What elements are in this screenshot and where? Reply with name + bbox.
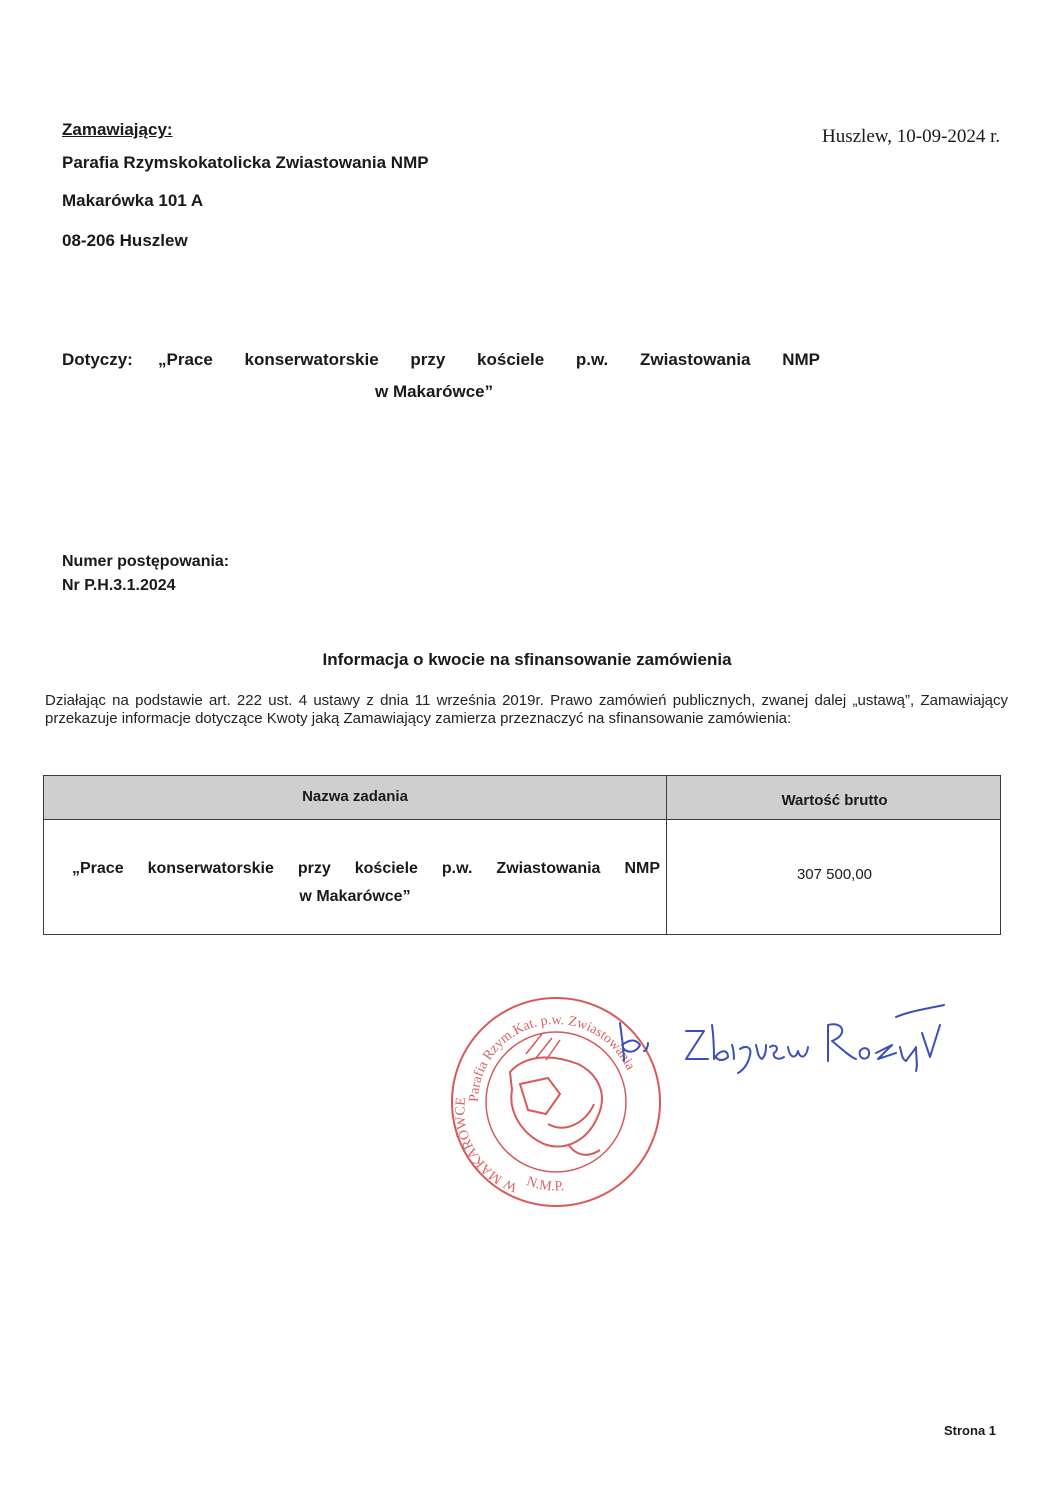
stamp-text-left: W MAKARÓWCE (453, 1096, 520, 1195)
orderer-name: Parafia Rzymskokatolicka Zwiastowania NMP (62, 153, 429, 172)
task-name-line1: „Prace konserwatorskie przy kościele p.w. Zwiastowania NMP (72, 860, 660, 877)
document-title-text: Informacja o kwocie na sfinansowanie zamówienia (322, 650, 732, 669)
case-number: Nr P.H.3.1.2024 (62, 577, 176, 594)
stamp-text-bottom: N.M.P. (524, 1174, 565, 1195)
stamp-text-top: Parafia Rzym.Kat. p.w. Zwiastowania (466, 1012, 638, 1103)
case-number-label: Numer postępowania: (62, 553, 230, 570)
orderer-label: Zamawiający: (62, 120, 173, 139)
column-header-task: Nazwa zadania (302, 788, 408, 805)
document-title (0, 650, 1058, 670)
column-header-value: Wartość brutto (781, 792, 888, 809)
regarding-subject-line1: „Prace konserwatorskie przy kościele p.w. Zwiastowania NMP (158, 350, 820, 369)
regarding-label: Dotyczy: (62, 350, 133, 369)
place-date: Huszlew, 10-09-2024 r. (822, 126, 1001, 147)
orderer-street: Makarówka 101 A (62, 191, 204, 210)
amount-table (43, 775, 1001, 935)
signature-handwritten (600, 995, 950, 1075)
regarding-subject-line2: w Makarówce” (375, 382, 494, 401)
intro-paragraph: Działając na podstawie art. 222 ust. 4 ustawy z dnia 11 września 2019r. Prawo zamówień publicznych, zwanej dalej „ustawą”, Zamawiający przekazuje informacje dotyczące Kwoty jaką Zamawiający zamierza przeznaczyć na sfinansowanie zamówienia: (45, 692, 1008, 727)
page-number: Strona 1 (944, 1423, 997, 1438)
orderer-city: 08-206 Huszlew (62, 231, 188, 250)
gross-value: 307 500,00 (796, 866, 873, 883)
task-name-line2: w Makarówce” (299, 888, 411, 905)
